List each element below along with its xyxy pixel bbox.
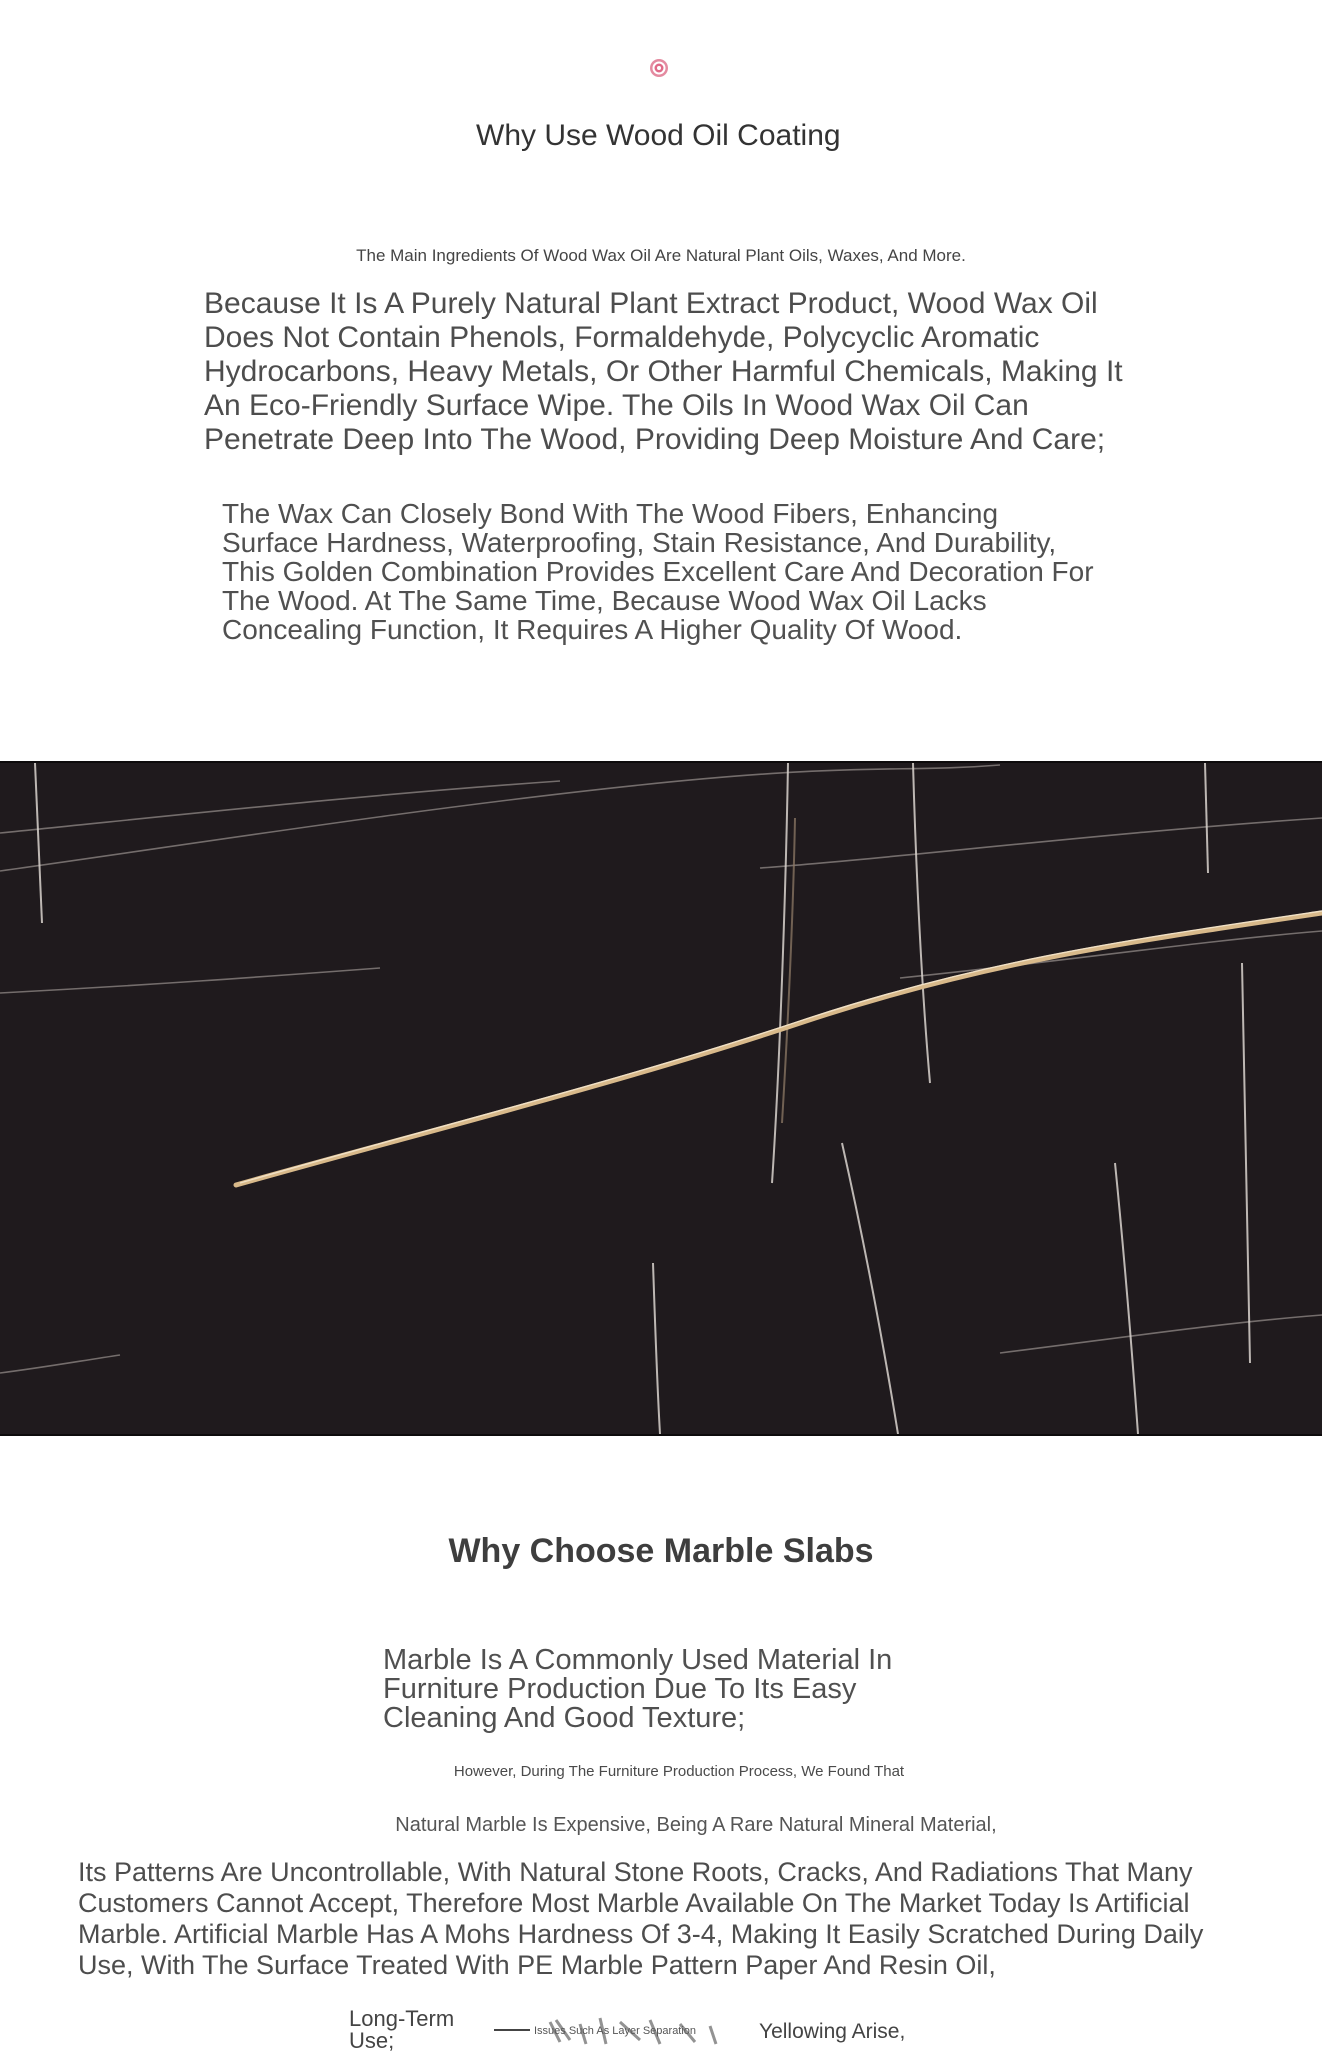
marble-small-line: However, During The Furniture Production Process, We Found That [453, 1763, 905, 1780]
wood-oil-paragraph-2: The Wax Can Closely Bond With The Wood Fibers, Enhancing Surface Hardness, Waterproofing, Stain Resistance, And Durability, This Golden Combination Provides Excellent Care And Decoration For The Wood. At The Same Time, Because Wood Wax Oil Lacks Concealing Function, It Requires A Higher Quality Of Wood. [222, 498, 1094, 645]
wood-oil-subtitle: The Main Ingredients Of Wood Wax Oil Are Natural Plant Oils, Waxes, And More. [356, 246, 966, 265]
marble-fragment-yellowing: Yellowing Arise, [759, 2020, 906, 2043]
marble-fragment-long-term: Long-Term Use; [349, 2006, 455, 2053]
target-logo-icon [649, 58, 669, 78]
marble-paragraph-1: Marble Is A Commonly Used Material In Furniture Production Due To Its Easy Cleaning And Good Texture; [383, 1644, 893, 1734]
marble-fragment-layer-separation: Issues Such As Layer Separation [534, 2025, 697, 2037]
section-title-marble: Why Choose Marble Slabs [448, 1532, 874, 1570]
marble-texture-image [0, 761, 1322, 1436]
marble-paragraph-2: Its Patterns Are Uncontrollable, With Natural Stone Roots, Cracks, And Radiations That Many Customers Cannot Accept, Therefore Most Marble Available On The Market Today Is Artificial Marble. Artificial Marble Has A Mohs Hardness Of 3-4, Making It Easily Scratched During Daily Use, With The Surface Treated With PE Marble Pattern Paper And Resin Oil, [78, 1857, 1204, 1980]
section-title-wood-oil: Why Use Wood Oil Coating [476, 119, 841, 152]
marble-mid-line: Natural Marble Is Expensive, Being A Rare Natural Mineral Material, [395, 1814, 997, 1836]
wood-oil-paragraph-1: Because It Is A Purely Natural Plant Extract Product, Wood Wax Oil Does Not Contain Phenols, Formaldehyde, Polycyclic Aromatic Hydrocarbons, Heavy Metals, Or Other Harmful Chemicals, Making It An Eco-Friendly Surface Wipe. The Oils In Wood Wax Oil Can Penetrate Deep Into The Wood, Providing Deep Moisture And Care; [204, 287, 1123, 456]
